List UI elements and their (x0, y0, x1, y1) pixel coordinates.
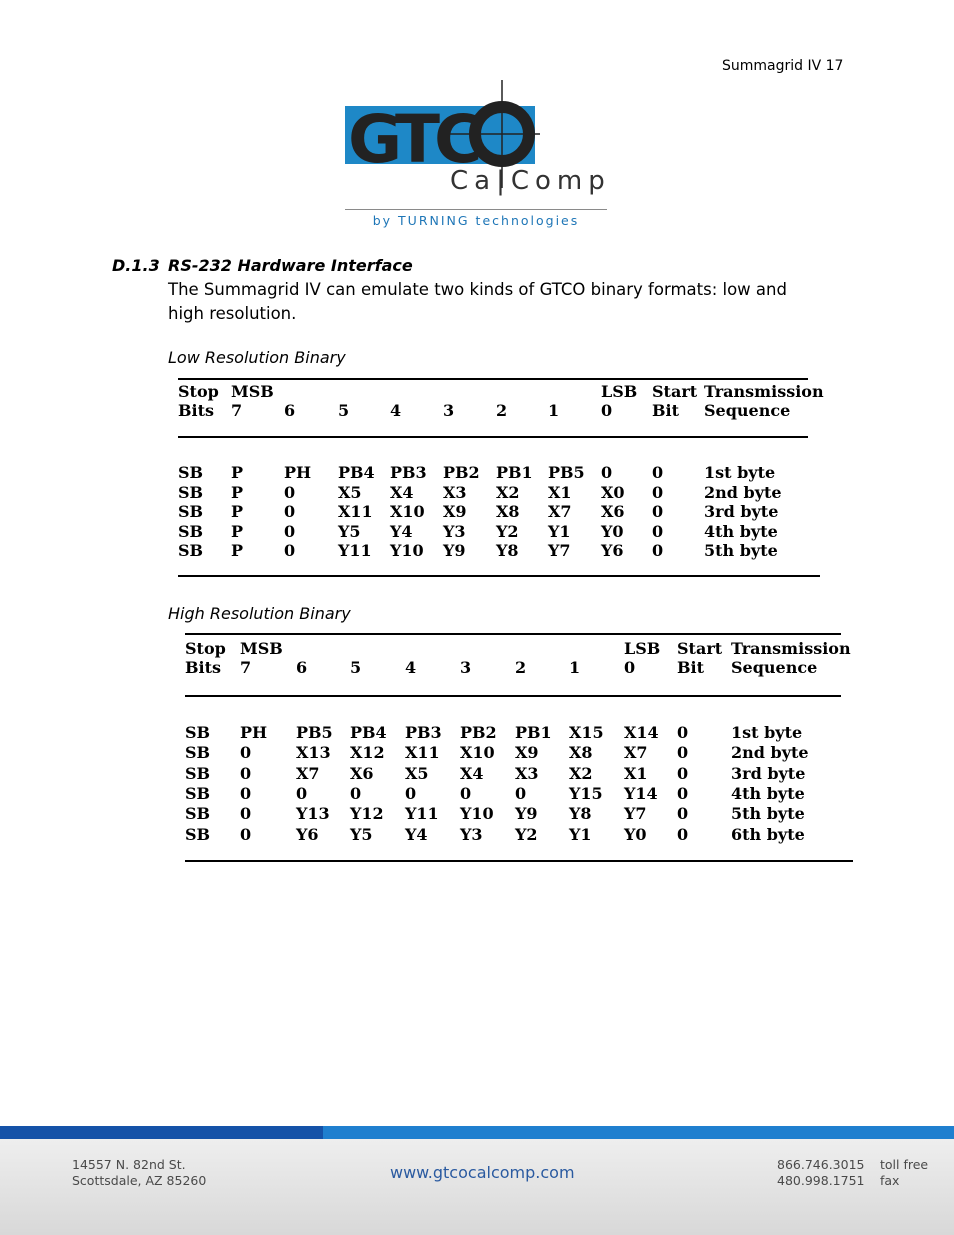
table-cell: 0 (601, 463, 613, 482)
table-cell: PB3 (390, 463, 427, 482)
table-cell: 0 (284, 521, 296, 541)
logo-tagline: by TURNING technologies (372, 213, 580, 228)
column-header-line: Transmission (704, 382, 824, 401)
table-cell: X9 (443, 502, 467, 521)
column-header-line: 7 (231, 401, 243, 420)
table-cell: Y9 (443, 541, 466, 560)
table-cell: Y8 (496, 541, 519, 560)
table-cell: Y4 (405, 824, 428, 844)
column-header (677, 639, 722, 677)
table-cell: 0 (677, 723, 689, 742)
table-cell: X0 (601, 482, 625, 502)
table-cell: X5 (405, 763, 429, 783)
table-header-rule (185, 695, 841, 697)
table-cell: 0 (677, 824, 689, 844)
table-cell: 3rd byte (731, 763, 806, 783)
column-header-line: 3 (460, 658, 472, 677)
table-cell: 0 (515, 783, 527, 803)
column-header-line: MSB (231, 382, 274, 401)
table-cell: X4 (390, 482, 414, 502)
column-header (350, 639, 361, 677)
column-header (569, 639, 580, 677)
table-cell: PB4 (350, 723, 387, 742)
table-cell: X7 (296, 763, 320, 783)
column-header-line: Bit (677, 658, 704, 677)
table-cell: 4th byte (731, 783, 805, 803)
table-cell: 0 (350, 783, 362, 803)
footer-phones: 866.746.3015 480.998.1751 (777, 1157, 865, 1188)
table-cell: 0 (652, 502, 664, 521)
table-cell: 1st byte (731, 723, 803, 742)
table-cell: Y6 (601, 541, 624, 560)
table-cell: Y10 (460, 804, 494, 824)
table-cell: Y14 (624, 783, 658, 803)
low-res-caption: Low Resolution Binary (168, 348, 346, 367)
table-cell: Y5 (338, 521, 361, 541)
table-cell: 0 (652, 482, 664, 502)
column-header-line (569, 639, 580, 658)
table-cell: Y5 (350, 824, 373, 844)
section-title: RS-232 Hardware Interface (168, 256, 413, 275)
column-header-line: Stop (178, 382, 219, 401)
table-cell: X11 (405, 743, 440, 763)
column-header-line: 4 (405, 658, 417, 677)
table-cell: Y7 (548, 541, 571, 560)
table-cell: PB1 (515, 723, 552, 742)
table-cell: 0 (284, 482, 296, 502)
table-cell: Y3 (443, 521, 466, 541)
svg-text:GTC: GTC (348, 101, 477, 178)
table-cell: 5th byte (731, 804, 805, 824)
column-header-line (350, 639, 361, 658)
table-cell: 1st byte (704, 463, 776, 482)
table-cell: Y8 (569, 804, 592, 824)
table-cell: PB5 (548, 463, 585, 482)
table-cell: SB (178, 502, 204, 521)
table-cell: 4th byte (704, 521, 778, 541)
table-cell: SB (178, 482, 204, 502)
table-cell: X1 (548, 482, 572, 502)
table-cell: 6th byte (731, 824, 805, 844)
table-cell: X15 (569, 723, 604, 742)
column-header-line: LSB (624, 639, 661, 658)
column-header-line: 3 (443, 401, 455, 420)
table-cell: 0 (284, 502, 296, 521)
column-header (185, 639, 226, 677)
column-header (515, 639, 526, 677)
column-header-line: 5 (338, 401, 350, 420)
table-cell: X10 (390, 502, 425, 521)
table-cell: PH (284, 463, 312, 482)
table-cell: 0 (652, 541, 664, 560)
column-header-line (405, 639, 416, 658)
column-header-line: 5 (350, 658, 362, 677)
column-header-line: 2 (496, 401, 508, 420)
table-cell: Y6 (296, 824, 319, 844)
table-cell: Y12 (350, 804, 384, 824)
table-cell: Y2 (515, 824, 538, 844)
table-cell: PB1 (496, 463, 533, 482)
table-cell: 0 (652, 521, 664, 541)
table-cell: X3 (443, 482, 467, 502)
table-cell: Y10 (390, 541, 424, 560)
svg-text:Ca|Comp: Ca|Comp (450, 166, 611, 196)
table-cell: 2nd byte (731, 743, 809, 763)
table-cell: X2 (569, 763, 593, 783)
table-cell: P (231, 482, 244, 502)
table-cell: Y2 (496, 521, 519, 541)
table-cell: 0 (240, 783, 252, 803)
column-header (296, 639, 307, 677)
section-number: D.1.3 (112, 256, 160, 275)
column-header (731, 639, 851, 677)
table-cell: P (231, 463, 244, 482)
table-cell: Y15 (569, 783, 603, 803)
column-header-line: Sequence (704, 401, 791, 420)
column-header-line: Bits (178, 401, 214, 420)
footer-website-link[interactable]: www.gtcocalcomp.com (390, 1163, 575, 1182)
table-cell: PB2 (460, 723, 497, 742)
table-cell: 5th byte (704, 541, 778, 560)
section-body: The Summagrid IV can emulate two kinds of GTCO binary formats: low and high resolution. (168, 280, 787, 323)
column-header (405, 639, 416, 677)
table-cell: X3 (515, 763, 539, 783)
column-header (624, 639, 660, 677)
table-cell: SB (185, 763, 211, 783)
footer-accent-bar-dark (0, 1126, 323, 1139)
table-cell: Y7 (624, 804, 647, 824)
column-header-line: 0 (601, 401, 613, 420)
column-header-line: Bit (652, 401, 679, 420)
column-header (240, 639, 283, 677)
table-cell: Y0 (601, 521, 624, 541)
table-cell: 0 (677, 743, 689, 763)
column-header-line (296, 639, 307, 658)
table-cell: X8 (569, 743, 593, 763)
column-header-line: 4 (390, 401, 402, 420)
table-cell: SB (178, 521, 204, 541)
column-header-line: LSB (601, 382, 638, 401)
page-number: Summagrid IV 17 (722, 58, 844, 74)
table-cell: Y4 (390, 521, 413, 541)
table-cell: Y1 (569, 824, 592, 844)
table-cell: 0 (652, 463, 664, 482)
column-header-line: Stop (185, 639, 226, 658)
column-header-line: Sequence (731, 658, 818, 677)
table-cell: X7 (548, 502, 572, 521)
column-header-line: Transmission (731, 639, 851, 658)
table-cell: SB (185, 783, 211, 803)
table-bottom-rule (185, 860, 853, 862)
column-header-line: Start (677, 639, 723, 658)
table-cell: Y0 (624, 824, 647, 844)
table-cell: X5 (338, 482, 362, 502)
column-header-line: 6 (284, 401, 296, 420)
footer-address: 14557 N. 82nd St. Scottsdale, AZ 85260 (72, 1157, 207, 1188)
table-cell: Y3 (460, 824, 483, 844)
table-cell: 0 (240, 743, 252, 763)
table-cell: PB5 (296, 723, 333, 742)
table-cell: SB (185, 743, 211, 763)
table-cell: P (231, 502, 244, 521)
table-cell: 0 (240, 763, 252, 783)
table-cell: Y11 (405, 804, 439, 824)
table-cell: X14 (624, 723, 659, 742)
column-header-line: 6 (296, 658, 308, 677)
table-cell: SB (185, 804, 211, 824)
table-cell: X10 (460, 743, 495, 763)
table-cell: PB2 (443, 463, 480, 482)
table-cell: X4 (460, 763, 484, 783)
table-cell: 3rd byte (704, 502, 779, 521)
table-cell: X13 (296, 743, 331, 763)
column-header-line (515, 639, 526, 658)
column-header-line: 1 (569, 658, 581, 677)
table-cell: X2 (496, 482, 520, 502)
column-header-line: 7 (240, 658, 252, 677)
table-cell: 0 (240, 804, 252, 824)
table-cell: Y11 (338, 541, 372, 560)
table-cell: Y1 (548, 521, 571, 541)
table-cell: 0 (677, 783, 689, 803)
column-header-line: 1 (548, 401, 560, 420)
table-cell: X6 (601, 502, 625, 521)
table-cell: 0 (460, 783, 472, 803)
table-cell: X8 (496, 502, 520, 521)
column-header-line: MSB (240, 639, 283, 658)
high-res-caption: High Resolution Binary (168, 604, 351, 623)
table-cell: 0 (677, 763, 689, 783)
column-header-line: 2 (515, 658, 527, 677)
table-cell: SB (185, 723, 211, 742)
table-cell: X1 (624, 763, 648, 783)
column-header-line (460, 639, 471, 658)
column-header-line: Bits (185, 658, 221, 677)
table-cell: Y9 (515, 804, 538, 824)
table-cell: X12 (350, 743, 385, 763)
footer-phone-labels: toll free fax (880, 1157, 929, 1188)
table-cell: X7 (624, 743, 648, 763)
table-top-rule (185, 633, 841, 635)
table-cell: X9 (515, 743, 539, 763)
table-cell: P (231, 521, 244, 541)
table-cell: Y13 (296, 804, 330, 824)
column-header (460, 639, 471, 677)
column-header-line: Start (652, 382, 698, 401)
table-cell: 0 (405, 783, 417, 803)
table-cell: 0 (284, 541, 296, 560)
table-cell: 0 (677, 804, 689, 824)
table-cell: SB (178, 541, 204, 560)
table-cell: X11 (338, 502, 373, 521)
column-header-line: 0 (624, 658, 636, 677)
table-cell: P (231, 541, 244, 560)
table-cell: X6 (350, 763, 374, 783)
table-cell: 0 (240, 824, 252, 844)
table-cell: PB4 (338, 463, 375, 482)
table-cell: SB (185, 824, 211, 844)
table-cell: 2nd byte (704, 482, 782, 502)
table-cell: PH (240, 723, 268, 742)
table-cell: SB (178, 463, 204, 482)
table-cell: 0 (296, 783, 308, 803)
table-cell: PB3 (405, 723, 442, 742)
